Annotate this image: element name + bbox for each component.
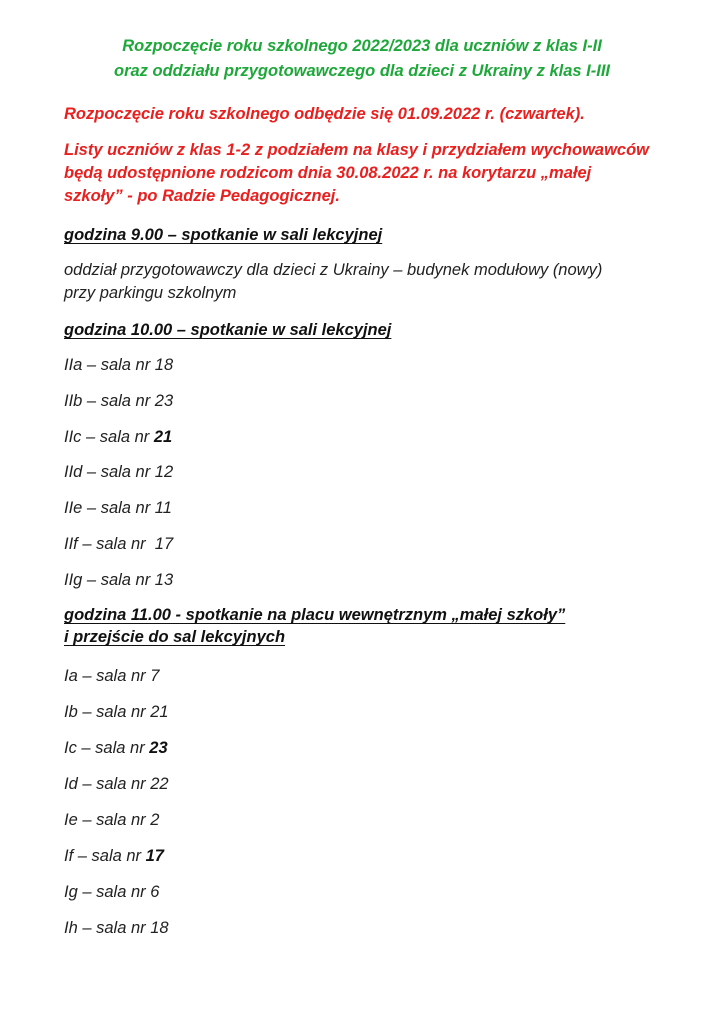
room-entry-Id: Id – sala nr 22 (64, 775, 169, 793)
room-entry-IIe: IIe – sala nr 11 (64, 499, 172, 517)
room-entry-Ie: Ie – sala nr 2 (64, 811, 160, 829)
section-1100-heading-line-2: i przejście do sal lekcyjnych (64, 628, 286, 646)
room-entry-IIc: IIc – sala nr 21 (64, 428, 173, 446)
room-entry-IIb: IIb – sala nr 23 (64, 392, 174, 410)
room-entry-Ia: Ia – sala nr 7 (64, 667, 160, 685)
room-entry-IIg: IIg – sala nr 13 (64, 571, 174, 589)
class-lists-announcement (64, 139, 704, 208)
room-entry-Ib: Ib – sala nr 21 (64, 703, 169, 721)
room-entry-IIf: IIf – sala nr 17 (64, 535, 174, 553)
section-1000-heading: godzina 10.00 – spotkanie w sali lekcyjnej (64, 321, 392, 339)
section-900-line-2: przy parkingu szkolnym (64, 284, 237, 302)
section-900-heading: godzina 9.00 – spotkanie w sali lekcyjnej (64, 226, 383, 244)
document-title (0, 34, 724, 84)
room-entry-If: If – sala nr 17 (64, 847, 164, 865)
title-line-2: oraz oddziału przygotowawczego dla dzieci z Ukrainy z klas I-III (113, 62, 611, 80)
room-entry-IIa: IIa – sala nr 18 (64, 356, 174, 374)
class-lists-line-3: szkoły” - po Radzie Pedagogicznej. (64, 187, 340, 205)
room-entry-Ig: Ig – sala nr 6 (64, 883, 160, 901)
title-line-1: Rozpoczęcie roku szkolnego 2022/2023 dla uczniów z klas I-II (122, 37, 602, 55)
room-entry-Ic: Ic – sala nr 23 (64, 739, 168, 757)
start-date-announcement: Rozpoczęcie roku szkolnego odbędzie się 01.09.2022 r. (czwartek). (64, 105, 585, 123)
section-900-description (64, 259, 704, 305)
class-lists-line-2: będą udostępnione rodzicom dnia 30.08.2022 r. na korytarzu „małej (64, 164, 592, 182)
class-lists-line-1: Listy uczniów z klas 1-2 z podziałem na klasy i przydziałem wychowawców (64, 141, 650, 159)
section-1100-heading (64, 604, 704, 648)
room-entry-Ih: Ih – sala nr 18 (64, 919, 169, 937)
room-entry-IId: IId – sala nr 12 (64, 463, 174, 481)
section-1100-heading-line-1: godzina 11.00 - spotkanie na placu wewnętrznym „małej szkoły” (64, 606, 566, 624)
section-900-line-1: oddział przygotowawczy dla dzieci z Ukrainy – budynek modułowy (nowy) (64, 261, 603, 279)
